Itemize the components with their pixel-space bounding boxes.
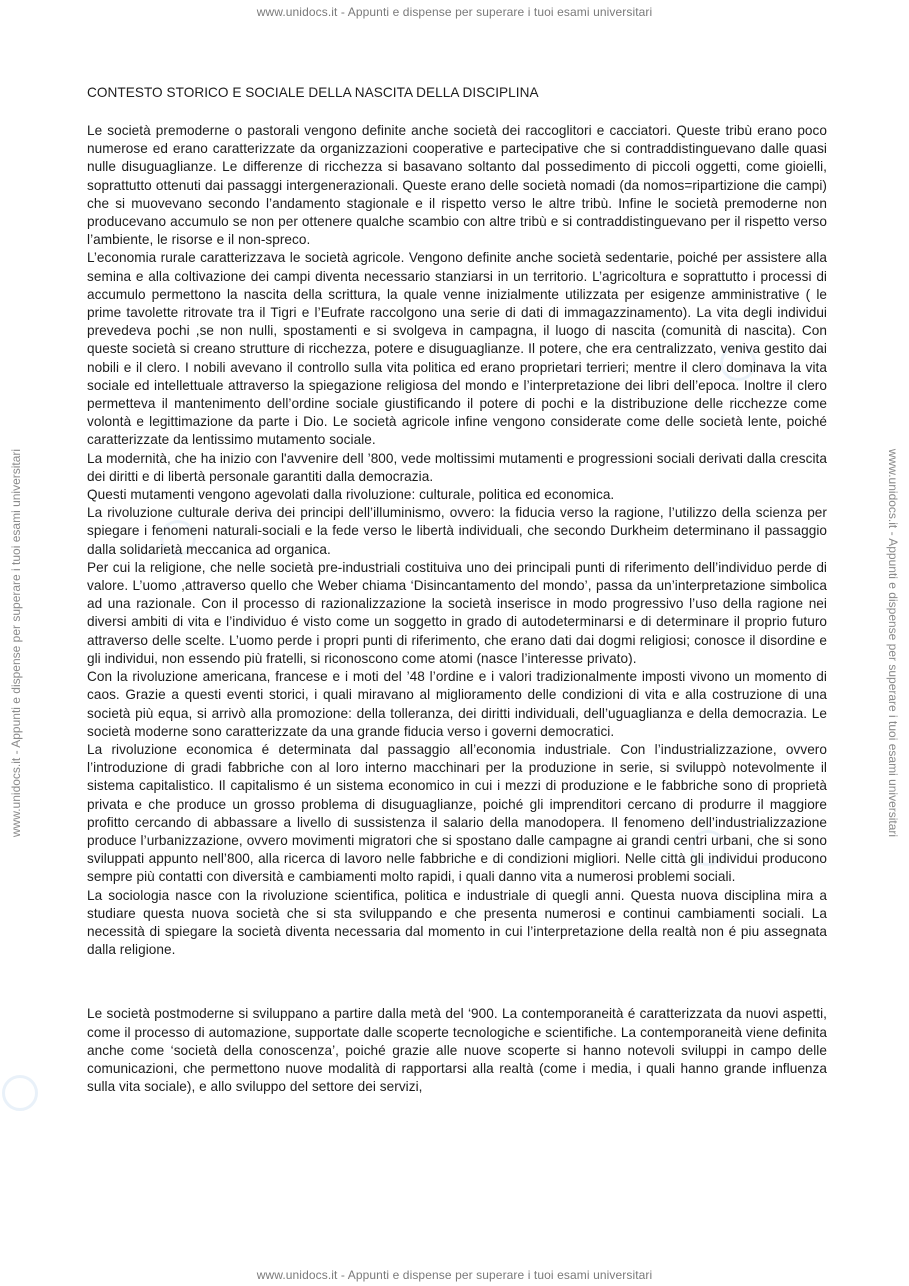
watermark-right: www.unidocs.it - Appunti e dispense per superare i tuoi esami universitari (886, 448, 900, 838)
paragraph-cultural-revolution: La rivoluzione culturale deriva dei principi dell’illuminismo, ovvero: la fiducia verso la ragione, l’utilizzo della scienza per spiegare i fenomeni naturali-sociali e la fede verso le libertà individuali, che secondo Durkheim determinano il passaggio dalla solidarietà meccanica ad organica. (87, 505, 827, 557)
paragraph-agricultural: L’economia rurale caratterizzava le società agricole. Vengono definite anche società sedentarie, poiché per assistere alla semina e alla coltivazione dei campi diventa necessario stanziarsi in un territorio. L’agricoltura e soprattutto i processi di accumulo permettono la nascita della scrittura, la quale venne inizialmente utilizzata per esigenze amministrative ( le prime tavolette ritrovate tra il Tigri e l’Eufrate raccolgono una serie di dati di immagazzinamento). La vita degli individui prevedeva pochi ,se non nulli, spostamenti e si svolgeva in campagna, il luogo di nascita (comunità di nascita). Con queste società si creano strutture di ricchezza, potere e disuguaglianze. Il potere, che era centralizzato, veniva gestito dai nobili e il clero. I nobili avevano il controllo sulla vita politica ed erano proprietari terrieri; mentre il clero dominava la vita sociale ed intellettuale attraverso la spiegazione religiosa del mondo e l’interpretazione dei libri dell’epoca. Inoltre il clero permetteva il mantenimento dell’ordine sociale giustificando il potere di pochi e la distribuzione delle ricchezze come volontà e legittimazione da parte i Dio. Le società agricole infine vengono considerate come delle società lente, poiché caratterizzate da lentissimo mutamento sociale. (87, 250, 827, 448)
document-body (87, 84, 827, 1096)
watermark-bottom: www.unidocs.it - Appunti e dispense per superare i tuoi esami universitari (256, 1268, 653, 1282)
paragraph-modernity: La modernità, che ha inizio con l'avvenire dell ’800, vede moltissimi mutamenti e progressioni sociali derivati dalla crescita dei diritti e di libertà personale garantiti dalla democrazia. (87, 450, 827, 484)
paragraph-sociology: La sociologia nasce con la rivoluzione scientifica, politica e industriale di quegli anni. Questa nuova disciplina mira a studiare questa nuova società che si sta sviluppando e che presenta numerosi e continui cambiamenti sociali. La necessità di spiegare la società diventa necessaria dal momento in cui l’interpretazione della realtà non é piu assegnata dalla religione. (87, 887, 827, 958)
paragraph-political-revolution: Con la rivoluzione americana, francese e i moti del ’48 l’ordine e i valori tradizionalmente imposti vivono un momento di caos. Grazie a questi eventi storici, i quali miravano al miglioramento delle condizioni di vita e alla costruzione di una società più equa, si arrivò alla promozione: della tolleranza, dei diritti individuali, dell’uguaglianza e della democrazia. Le società moderne sono caratterizzate da una grande fiducia verso i governi democratici. (87, 669, 827, 739)
paragraph-revolutions: Questi mutamenti vengono agevolati dalla rivoluzione: culturale, politica ed economica. (87, 487, 615, 503)
paragraph-economic-revolution: La rivoluzione economica é determinata dal passaggio all’economia industriale. Con l’industrializzazione, ovvero l’introduzione di gradi fabbriche con al loro interno macchinari per la produzione in serie, si sviluppò notevolmente il sistema capitalistico. Il capitalismo é un sistema economico in cui i mezzi di produzione e le fabbriche sono di proprietà privata e che produce un grosso problema di disuguaglianze, poiché gli imprenditori cercano di produrre il maggiore profitto cercando di abbassare a livello di sussistenza il salario della manodopera. Il fenomeno dell’industrializzazione produce l’urbanizzazione, ovvero movimenti migratori che si spostano dalle campagne ai grandi centri urbani, che si sono sviluppati appunto nell’800, alla ricerca di lavoro nelle fabbriche e di condizioni migliori. Nelle città gli individui producono sempre più contatti con diversità e cambiamenti molto rapidi, i quali danno vita a numerosi problemi sociali. (87, 741, 827, 885)
watermark-logo-icon (2, 1075, 38, 1111)
paragraph-postmodern: Le società postmoderne si sviluppano a partire dalla metà del ‘900. La contemporaneità é caratterizzata da nuovi aspetti, come il processo di automazione, supportate dalle scoperte tecnologiche e scientifiche. La contemporaneità viene definita anche come ‘società della conoscenza’, poiché grazie alle nuove scoperte si hanno notevoli sviluppi in campo delle comunicazioni, che permettono nuove modalità di rapportarsi alla realtà (come i media, i quali hanno grande influenza sulla vita sociale), e allo sviluppo del settore dei servizi, (87, 1006, 827, 1095)
paragraph-premodern: Le società premoderne o pastorali vengono definite anche società dei raccoglitori e cacciatori. Queste tribù erano poco numerose ed erano caratterizzate da organizzazioni cooperative e partecipative che si contraddistinguevano dalle quasi nulle disuguaglianze. Le differenze di ricchezza si basavano soltanto dal possedimento di piccoli oggetti, come gioielli, soprattutto ottenuti dai passaggi intergenerazionali. Queste erano delle società nomadi (da nomos=ripartizione die campi) che si muovevano secondo l’andamento stagionale e il rispetto verso le altre tribù. Infine le società premoderne non producevano accumulo se non per ottenere qualche scambio con altre tribù e si contraddistinguevano per il rispetto verso l’ambiente, le risorse e il non-spreco. (87, 123, 827, 248)
watermark-top: www.unidocs.it - Appunti e dispense per superare i tuoi esami universitari (256, 5, 653, 19)
document-title: CONTESTO STORICO E SOCIALE DELLA NASCITA DELLA DISCIPLINA (87, 85, 539, 100)
watermark-left: www.unidocs.it - Appunti e dispense per superare i tuoi esami universitari (9, 448, 23, 838)
paragraph-religion: Per cui la religione, che nelle società pre-industriali costituiva uno dei principali punti di riferimento dell’individuo perde di valore. L’uomo ,attraverso quello che Weber chiama ‘Disincantamento del mondo’, passa da un’interpretazione simbolica ad una razionale. Con il processo di razionalizzazione la società inserisce in modo progressivo l’uso della ragione nei diversi ambiti di vita e l’individuo é visto come un soggetto in grado di autodeterminarsi e di determinare il proprio futuro attraverso delle scelte. L’uomo perde i propri punti di riferimento, che erano dati dai dogmi religiosi; conosce il disordine e gli individui, non essendo più fratelli, si riconoscono come atomi (nasce l’interesse privato). (87, 559, 827, 666)
section-gap (87, 959, 827, 1005)
